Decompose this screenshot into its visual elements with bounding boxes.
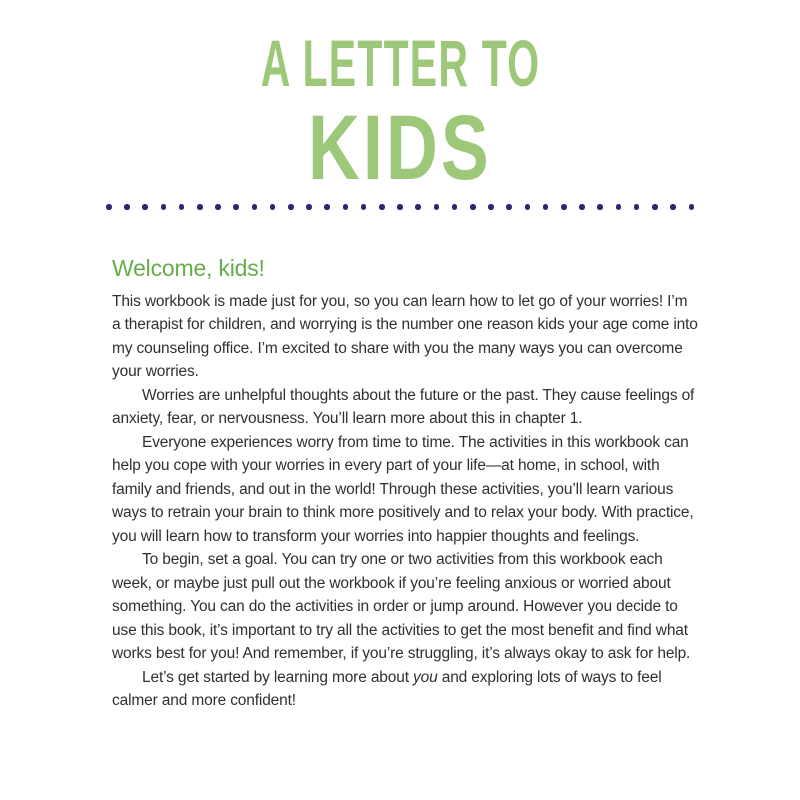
divider-dot [543,204,549,210]
greeting-heading: Welcome, kids! [112,255,265,281]
divider-dot [343,204,349,210]
divider-dot [616,204,622,210]
chapter-title-block [0,0,800,199]
divider-dot [525,204,531,210]
divider-dot [415,204,421,210]
divider-dot [434,204,440,210]
paragraph-text-after-italic: and exploring lots of ways to feel calmer and more confident! [112,668,662,710]
paragraph-activities-overview: Everyone experiences worry from time to time. The activities in this workbook can help you cope with your worries in every part of your life—at home, in school, with family and friends, and out in the world! Through these activities, you’ll learn various ways to retrain your brain to think more positively and to relax your body. With practice, you will learn how to transform your worries into happier thoughts and feelings. [112,433,694,545]
italic-word-you: you [413,668,438,686]
paragraph-worries-definition: Worries are unhelpful thoughts about the future or the past. They cause feelings of anxiety, fear, or nervousness. You’ll learn more about this in chapter 1. [112,386,695,428]
divider-dot [397,204,403,210]
divider-dot [561,204,567,210]
dotted-divider [106,204,694,210]
paragraph-text-before-italic: Let’s get started by learning more about [142,668,414,686]
divider-dot [215,204,221,210]
divider-dot [689,204,695,210]
divider-dot [634,204,640,210]
paragraph-intro: This workbook is made just for you, so you can learn how to let go of your worries! I’m a therapist for children, and worrying is the number one reason kids your age come into my counseling office. I’m excited to share with you the many ways you can overcome your worries. [112,292,698,381]
divider-dot [179,204,185,210]
divider-dot [652,204,658,210]
divider-dot [470,204,476,210]
chapter-title-line1: A LETTER TO [260,26,540,100]
divider-dot [597,204,603,210]
divider-dot [379,204,385,210]
divider-dot [197,204,203,210]
divider-dot [288,204,294,210]
divider-dot [124,204,130,210]
divider-dot [452,204,458,210]
divider-dot [142,204,148,210]
divider-dot [161,204,167,210]
letter-body [112,254,698,713]
divider-dot [106,204,112,210]
divider-dot [488,204,494,210]
paragraph-set-a-goal: To begin, set a goal. You can try one or two activities from this workbook each week, or maybe just pull out the workbook if you’re feeling anxious or worried about something. You can do the activities in order or jump around. However you decide to use this book, it’s important to try all the activities to get the most benefit and find what works best for you! And remember, if you’re struggling, it’s always okay to ask for help. [112,551,691,663]
divider-dot [270,204,276,210]
paragraph-get-started [112,666,698,713]
divider-dot [670,204,676,210]
chapter-title-line2-wrap [0,97,800,199]
chapter-title-line1-wrap [0,26,800,100]
divider-dot [233,204,239,210]
divider-dot [252,204,258,210]
divider-dot [361,204,367,210]
divider-dot [506,204,512,210]
divider-dot [579,204,585,210]
divider-dot [306,204,312,210]
divider-dot [324,204,330,210]
chapter-title-line2: KIDS [308,97,492,199]
